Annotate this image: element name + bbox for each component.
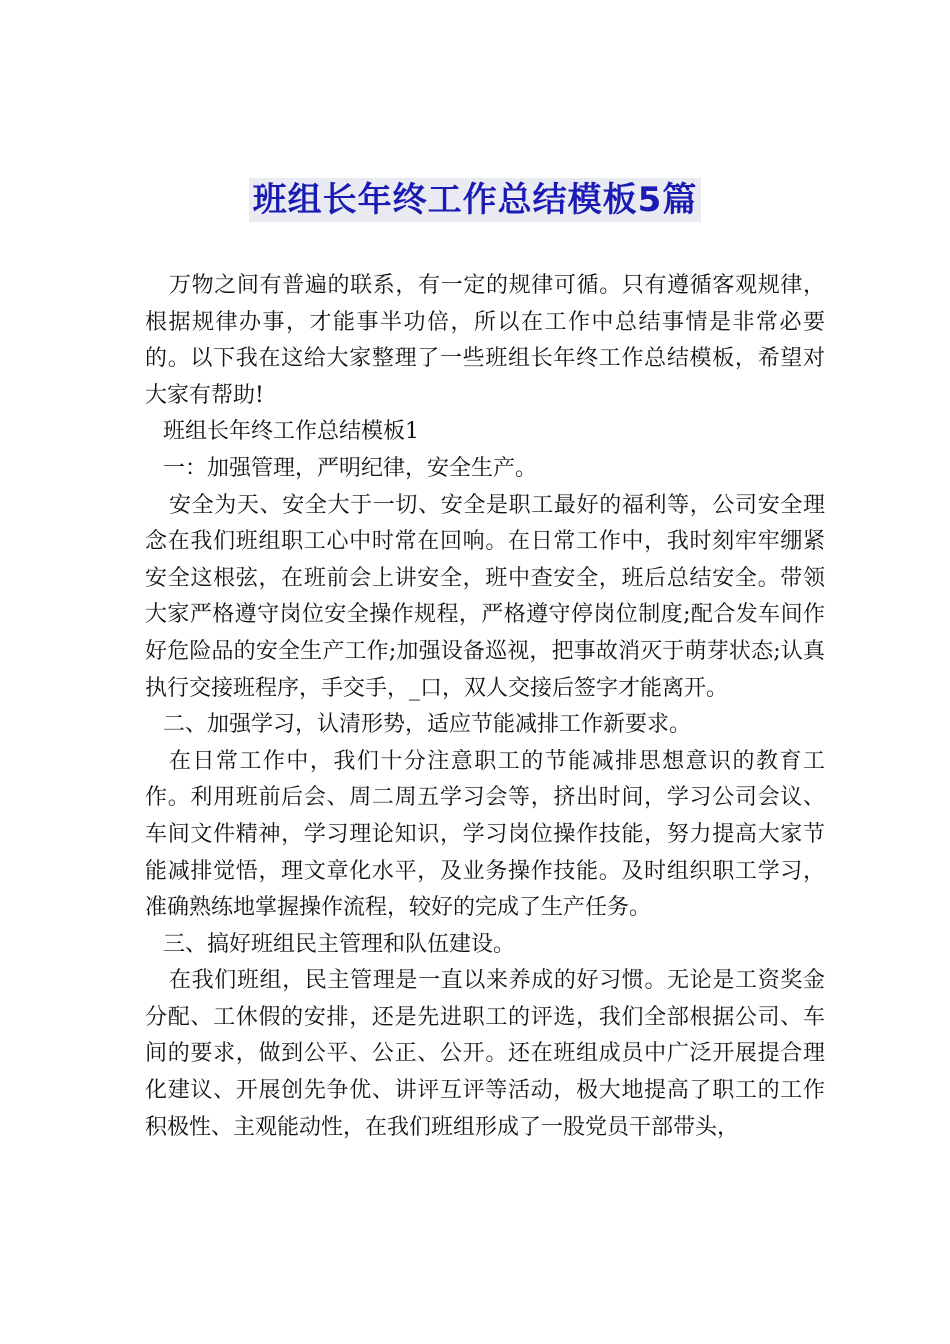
intro-paragraph: 万物之间有普遍的联系，有一定的规律可循。只有遵循客观规律，根据规律办事，才能事半功倍，所以在工作中总结事情是非常必要的。以下我在这给大家整理了一些班组长年终工作总结模板，希望对大家有帮助! bbox=[145, 273, 825, 408]
heading-1: 一：加强管理，严明纪律，安全生产。 bbox=[163, 455, 538, 481]
title-container bbox=[0, 178, 950, 222]
section-title-template-1: 班组长年终工作总结模板1 bbox=[163, 419, 419, 445]
document-body bbox=[145, 268, 825, 1146]
heading-3: 三、搞好班组民主管理和队伍建设。 bbox=[163, 931, 516, 957]
body-paragraph-1: 安全为天、安全大于一切、安全是职工最好的福利等，公司安全理念在我们班组职工心中时常在回响。在日常工作中，我时刻牢牢绷紧安全这根弦，在班前会上讲安全，班中查安全，班后总结安全。带领大家严格遵守岗位安全操作规程，严格遵守停岗位制度;配合发车间作好危险品的安全生产工作;加强设备巡视，把事故消灭于萌芽状态;认真执行交接班程序，手交手，_口，双人交接后签字才能离开。 bbox=[145, 492, 825, 701]
heading-2: 二、加强学习，认清形势，适应节能减排工作新要求。 bbox=[163, 712, 692, 738]
body-paragraph-2: 在日常工作中，我们十分注意职工的节能减排思想意识的教育工作。利用班前后会、周二周五学习会等，挤出时间，学习公司会议、车间文件精神，学习理论知识，学习岗位操作技能，努力提高大家节能减排觉悟，理文章化水平，及业务操作技能。及时组织职工学习，准确熟练地掌握操作流程，较好的完成了生产任务。 bbox=[145, 748, 825, 921]
body-paragraph-3: 在我们班组，民主管理是一直以来养成的好习惯。无论是工资奖金分配、工休假的安排，还是先进职工的评选，我们全部根据公司、车间的要求，做到公平、公正、公开。还在班组成员中广泛开展提合理化建议、开展创先争优、讲评互评等活动，极大地提高了职工的工作积极性、主观能动性，在我们班组形成了一股党员干部带头， bbox=[145, 968, 825, 1140]
document-title: 班组长年终工作总结模板5篇 bbox=[249, 178, 702, 222]
